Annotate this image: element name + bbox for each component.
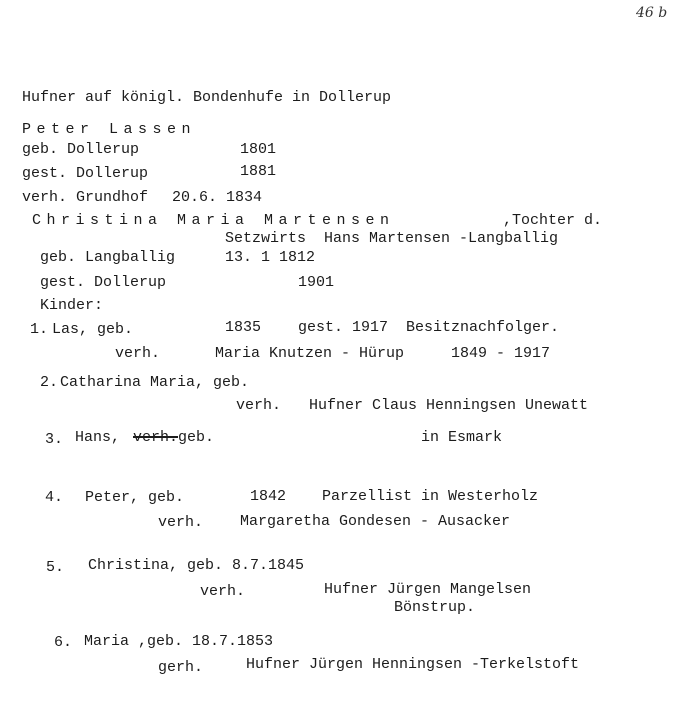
child-1-note: gest. 1917 Besitznachfolger. xyxy=(298,319,560,336)
child-4-spouse: Margaretha Gondesen - Ausacker xyxy=(240,513,511,530)
child-3-place: in Esmark xyxy=(421,429,503,446)
child-5-spouse: Hufner Jürgen Mangelsen xyxy=(324,581,532,598)
child-1-birth: 1835 xyxy=(225,319,262,336)
child-4-num: 4. xyxy=(45,489,64,506)
wife-relation-line2: Setzwirts Hans Martensen -Langballig xyxy=(225,230,559,247)
child-5-name: Christina, geb. 8.7.1845 xyxy=(88,557,305,574)
husband-death-year: 1881 xyxy=(240,163,277,180)
child-3-struck: verh. xyxy=(133,429,179,446)
child-1-num: 1. xyxy=(30,321,49,338)
page-mark: 46 b xyxy=(636,5,668,21)
child-1-spouse-dates: 1849 - 1917 xyxy=(451,345,551,362)
child-1-verh-label: verh. xyxy=(115,345,161,362)
child-3-num: 3. xyxy=(45,431,64,448)
husband-birth-label: geb. Dollerup xyxy=(22,141,140,158)
child-5-verh-label: verh. xyxy=(200,583,246,600)
wife-relation-line1: ,Tochter d. xyxy=(503,212,603,229)
child-4-name: Peter, geb. xyxy=(85,489,185,506)
wife-name: Christina Maria Martensen xyxy=(32,212,395,229)
child-2-num: 2. xyxy=(40,374,59,391)
child-2-spouse: Hufner Claus Henningsen Unewatt xyxy=(309,397,589,414)
child-6-spouse: Hufner Jürgen Henningsen -Terkelstoft xyxy=(246,656,580,673)
child-2-verh-label: verh. xyxy=(236,397,282,414)
heading: Hufner auf königl. Bondenhufe in Dollerup xyxy=(22,89,392,106)
children-label: Kinder: xyxy=(40,297,104,314)
child-3-name: Hans, xyxy=(75,429,121,446)
child-4-note: Parzellist in Westerholz xyxy=(322,488,539,505)
wife-birth-date: 13. 1 1812 xyxy=(225,249,316,266)
husband-birth-year: 1801 xyxy=(240,141,277,158)
child-3-geb: geb. xyxy=(178,429,215,446)
child-4-verh-label: verh. xyxy=(158,514,204,531)
husband-marriage-date: 20.6. 1834 xyxy=(172,189,263,206)
wife-death-year: 1901 xyxy=(298,274,335,291)
child-2-name: Catharina Maria, geb. xyxy=(60,374,250,391)
wife-birth-label: geb. Langballig xyxy=(40,249,176,266)
wife-death-label: gest. Dollerup xyxy=(40,274,167,291)
child-1-spouse: Maria Knutzen - Hürup xyxy=(215,345,405,362)
child-1-name: Las, geb. xyxy=(52,321,134,338)
husband-death-label: gest. Dollerup xyxy=(22,165,149,182)
husband-marriage-label: verh. Grundhof xyxy=(22,189,149,206)
child-4-birth: 1842 xyxy=(250,488,287,505)
child-6-name: Maria ,geb. 18.7.1853 xyxy=(84,633,274,650)
husband-name: Peter Lassen xyxy=(22,121,197,138)
child-5-num: 5. xyxy=(46,559,65,576)
child-6-num: 6. xyxy=(54,634,73,651)
child-5-spouse-place: Bönstrup. xyxy=(394,599,476,616)
child-6-verh-label: gerh. xyxy=(158,659,204,676)
